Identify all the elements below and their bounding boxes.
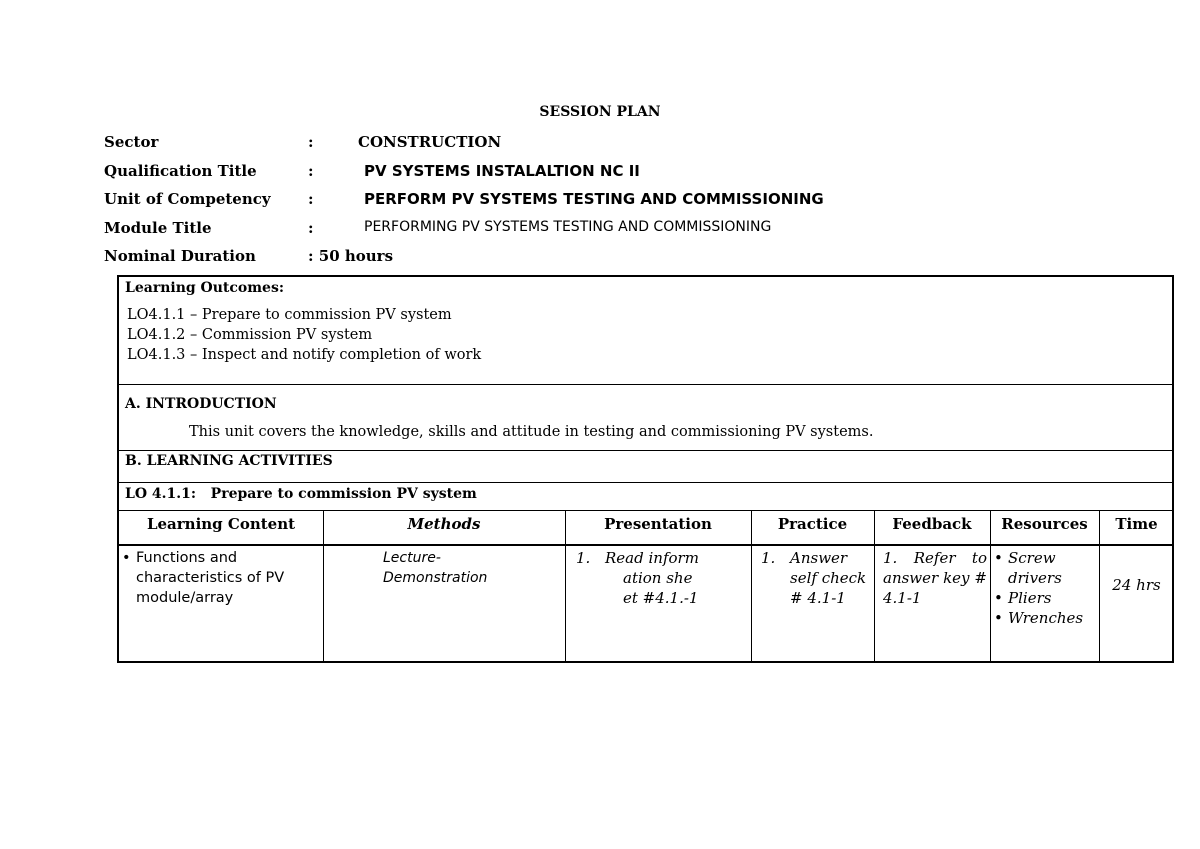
methods-cell: Lecture-Demonstration (383, 550, 488, 586)
presentation-cell (605, 548, 701, 608)
list-item: • Wrenches (994, 608, 1096, 628)
colon: : (308, 162, 314, 180)
column-header-resources: Resources (1001, 515, 1088, 533)
unit-value: PERFORM PV SYSTEMS TESTING AND COMMISSIONING (364, 190, 824, 208)
colon: : (308, 133, 314, 151)
qualification-value: PV SYSTEMS INSTALALTION NC II (364, 162, 640, 180)
qualification-label: Qualification Title (104, 162, 257, 180)
column-header-methods: Methods (407, 515, 481, 533)
unit-label: Unit of Competency (104, 190, 271, 208)
introduction-text: This unit covers the knowledge, skills and attitude in testing and commissioning PV systems. (189, 424, 874, 440)
lo-heading: LO 4.1.1: Prepare to commission PV system (125, 486, 477, 502)
sector-label: Sector (104, 133, 159, 151)
divider (119, 384, 1172, 385)
divider (119, 482, 1172, 483)
practice-cell: Answer self check # 4.1-1 (790, 549, 867, 607)
divider (119, 450, 1172, 451)
duration-value: : 50 hours (308, 247, 394, 265)
learning-outcome-item: LO4.1.1 – Prepare to commission PV system (127, 307, 452, 323)
colon: : (308, 190, 314, 208)
column-header-time: Time (1115, 515, 1158, 533)
module-value: PERFORMING PV SYSTEMS TESTING AND COMMISSIONING (364, 219, 772, 235)
introduction-heading: A. INTRODUCTION (125, 396, 277, 412)
learning-outcome-item: LO4.1.2 – Commission PV system (127, 327, 373, 343)
page-title: SESSION PLAN (539, 104, 661, 120)
sector-value: CONSTRUCTION (358, 133, 502, 151)
session-plan-table (117, 275, 1174, 663)
learning-outcomes-heading: Learning Outcomes: (125, 280, 285, 296)
list-item: • Pliers (994, 588, 1096, 608)
resources-cell (994, 548, 1096, 628)
column-header-learning-content: Learning Content (146, 515, 296, 533)
duration-label: Nominal Duration (104, 247, 256, 265)
column-header-feedback: Feedback (892, 515, 972, 533)
learning-outcome-item: LO4.1.3 – Inspect and notify completion of work (127, 347, 482, 363)
colon: : (308, 219, 314, 237)
column-header-presentation: Presentation (604, 515, 712, 533)
list-item: • Screw drivers (994, 548, 1096, 588)
list-item: • Functions and characteristics of PV module/array (122, 548, 317, 608)
learning-content-cell (122, 548, 317, 608)
time-cell: 24 hrs (1112, 576, 1161, 594)
module-label: Module Title (104, 219, 212, 237)
learning-activities-heading: B. LEARNING ACTIVITIES (125, 453, 333, 469)
feedback-cell: 1. Refer to answer key # 4.1-1 (883, 549, 987, 607)
column-header-practice: Practice (777, 515, 848, 533)
divider (119, 510, 1172, 511)
presentation-text: Read information sheet #4.1.-1 (605, 549, 699, 607)
header-divider (119, 544, 1172, 546)
practice-number: 1. (761, 549, 776, 567)
presentation-number: 1. (576, 549, 591, 567)
